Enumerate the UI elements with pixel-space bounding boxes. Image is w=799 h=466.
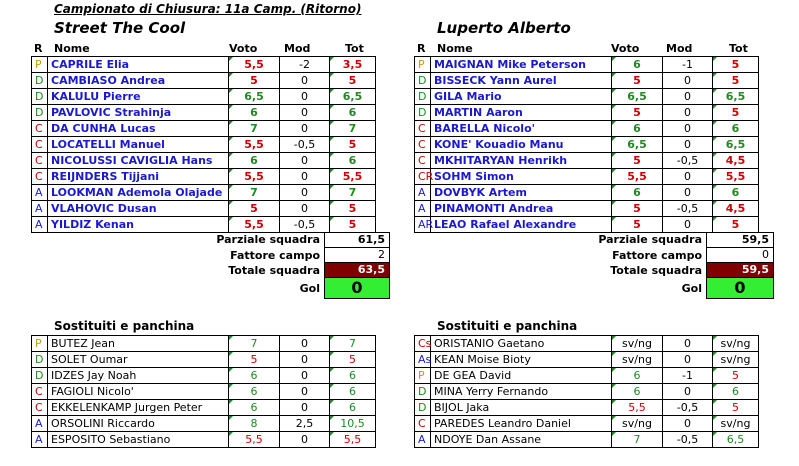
player-name: YILDIZ Kenan (48, 217, 229, 232)
table-row (415, 352, 759, 368)
player-name: KEAN Moise Bioty (431, 352, 612, 367)
player-mod: 0 (280, 432, 330, 447)
player-tot: 5 (713, 73, 759, 88)
away-fattore-label: Fattore campo (612, 249, 702, 262)
table-row (415, 105, 759, 121)
home-parziale-value: 61,5 (324, 232, 390, 248)
table-row (32, 384, 376, 400)
player-tot: 5 (713, 57, 759, 72)
player-mod: 0 (280, 73, 330, 88)
player-role: D (415, 400, 431, 415)
player-tot: 3,5 (330, 57, 376, 72)
player-voto: 6 (229, 105, 280, 120)
table-row (415, 57, 759, 73)
player-voto: 5,5 (229, 57, 280, 72)
table-row (415, 169, 759, 185)
player-voto: 7 (229, 336, 280, 351)
player-mod: -0,5 (280, 217, 330, 232)
player-name: PAVLOVIC Strahinja (48, 105, 229, 120)
player-name: FAGIOLI Nicolo' (48, 384, 229, 399)
player-mod: 0 (280, 121, 330, 136)
player-mod: 0 (280, 384, 330, 399)
player-name: NDOYE Dan Assane (431, 432, 612, 447)
player-role: D (32, 105, 48, 120)
player-role: C (32, 384, 48, 399)
player-tot: 6,5 (713, 432, 759, 447)
player-tot: 5 (330, 137, 376, 152)
home-parziale-label: Parziale squadra (216, 233, 320, 246)
home-totale-value: 63,5 (324, 262, 390, 278)
player-voto: 7 (229, 185, 280, 200)
header-name: Nome (437, 42, 473, 55)
player-role: D (415, 384, 431, 399)
player-tot: 6 (330, 384, 376, 399)
player-tot: 6 (330, 400, 376, 415)
player-role: CR (415, 169, 431, 184)
player-voto: 5 (229, 201, 280, 216)
player-tot: 5 (713, 368, 759, 383)
table-row (415, 217, 759, 233)
player-mod: -1 (663, 368, 713, 383)
player-mod: 0 (280, 400, 330, 415)
player-name: PAREDES Leandro Daniel (431, 416, 612, 431)
player-mod: 0 (663, 137, 713, 152)
player-mod: 0 (280, 89, 330, 104)
player-tot: 7 (330, 336, 376, 351)
away-lineup-table (414, 56, 759, 233)
table-row (32, 73, 376, 89)
home-fattore-value: 2 (324, 247, 390, 263)
player-name: KALULU Pierre (48, 89, 229, 104)
table-row (32, 416, 376, 432)
table-row (415, 89, 759, 105)
player-name: ESPOSITO Sebastiano (48, 432, 229, 447)
player-tot: 5 (330, 352, 376, 367)
player-voto: sv/ng (612, 416, 663, 431)
player-mod: -0,5 (663, 153, 713, 168)
player-role: P (415, 57, 431, 72)
table-row (415, 432, 759, 448)
table-row (415, 416, 759, 432)
player-name: ORISTANIO Gaetano (431, 336, 612, 351)
player-role: A (32, 416, 48, 431)
player-voto: 5,5 (229, 217, 280, 232)
home-bench-table (31, 335, 376, 448)
table-row (32, 185, 376, 201)
player-voto: 6 (612, 368, 663, 383)
player-role: Cs (415, 336, 431, 351)
table-row (415, 201, 759, 217)
player-name: KONE' Kouadio Manu (431, 137, 612, 152)
player-name: GILA Mario (431, 89, 612, 104)
player-voto: 6 (229, 153, 280, 168)
player-mod: 0 (280, 153, 330, 168)
player-role: C (415, 416, 431, 431)
player-voto: 5 (612, 201, 663, 216)
player-role: D (415, 89, 431, 104)
table-row (32, 368, 376, 384)
player-role: C (32, 169, 48, 184)
table-row (415, 137, 759, 153)
player-voto: 5,5 (612, 400, 663, 415)
table-row (415, 400, 759, 416)
player-name: DA CUNHA Lucas (48, 121, 229, 136)
player-role: A (415, 185, 431, 200)
player-name: IDZES Jay Noah (48, 368, 229, 383)
header-name: Nome (54, 42, 90, 55)
player-role: C (32, 153, 48, 168)
header-voto: Voto (611, 42, 640, 55)
player-name: MAIGNAN Mike Peterson (431, 57, 612, 72)
player-role: D (32, 89, 48, 104)
player-voto: 5 (612, 73, 663, 88)
player-voto: 6 (229, 400, 280, 415)
player-tot: 5,5 (330, 432, 376, 447)
away-team-name: Luperto Alberto (437, 19, 571, 37)
player-mod: 0 (280, 169, 330, 184)
player-voto: 8 (229, 416, 280, 431)
header-mod: Mod (666, 42, 693, 55)
player-voto: 5 (612, 153, 663, 168)
player-role: P (32, 336, 48, 351)
player-role: A (415, 432, 431, 447)
player-role: P (415, 368, 431, 383)
player-mod: -0,5 (663, 400, 713, 415)
player-tot: 4,5 (713, 153, 759, 168)
table-row (32, 89, 376, 105)
table-row (415, 336, 759, 352)
player-voto: 5 (612, 217, 663, 232)
player-voto: 6 (612, 384, 663, 399)
player-voto: 5,5 (229, 169, 280, 184)
player-role: C (32, 400, 48, 415)
away-gol-value: 0 (706, 277, 774, 299)
player-role: AR (415, 217, 431, 232)
player-mod: -2 (280, 57, 330, 72)
away-totale-label: Totale squadra (610, 264, 702, 277)
player-name: MINA Yerry Fernando (431, 384, 612, 399)
player-tot: sv/ng (713, 416, 759, 431)
player-tot: 4,5 (713, 201, 759, 216)
table-row (32, 217, 376, 233)
player-voto: 5,5 (229, 137, 280, 152)
player-tot: sv/ng (713, 352, 759, 367)
player-role: A (32, 185, 48, 200)
table-row (32, 57, 376, 73)
player-mod: 0 (280, 336, 330, 351)
player-voto: 5 (612, 105, 663, 120)
player-tot: 6,5 (330, 89, 376, 104)
player-role: A (32, 432, 48, 447)
player-mod: 0 (280, 185, 330, 200)
table-row (415, 73, 759, 89)
table-row (32, 352, 376, 368)
player-tot: 6 (330, 153, 376, 168)
player-voto: 6 (612, 57, 663, 72)
player-role: P (32, 57, 48, 72)
player-tot: 5,5 (330, 169, 376, 184)
player-tot: 6 (713, 121, 759, 136)
player-tot: sv/ng (713, 336, 759, 351)
player-voto: sv/ng (612, 336, 663, 351)
player-voto: 6,5 (612, 137, 663, 152)
player-mod: 0 (663, 73, 713, 88)
player-mod: -0,5 (280, 137, 330, 152)
away-bench-title: Sostituiti e panchina (437, 319, 578, 333)
player-tot: 5 (330, 201, 376, 216)
player-mod: 0 (663, 384, 713, 399)
player-name: LEAO Rafael Alexandre (431, 217, 612, 232)
player-voto: 6 (229, 384, 280, 399)
player-name: NICOLUSSI CAVIGLIA Hans (48, 153, 229, 168)
player-voto: 6 (612, 121, 663, 136)
away-fattore-value: 0 (706, 247, 774, 263)
player-role: D (415, 73, 431, 88)
player-name: BIJOL Jaka (431, 400, 612, 415)
player-tot: 5,5 (713, 169, 759, 184)
player-tot: 5 (330, 217, 376, 232)
player-mod: 0 (663, 121, 713, 136)
table-row (32, 201, 376, 217)
player-tot: 5 (713, 105, 759, 120)
away-parziale-label: Parziale squadra (598, 233, 702, 246)
away-totale-value: 59,5 (706, 262, 774, 278)
player-tot: 7 (330, 185, 376, 200)
player-tot: 6 (330, 368, 376, 383)
header-role: R (417, 42, 426, 55)
player-mod: 0 (663, 352, 713, 367)
player-role: C (415, 121, 431, 136)
player-tot: 5 (713, 400, 759, 415)
player-voto: 5 (229, 73, 280, 88)
player-tot: 6 (713, 384, 759, 399)
header-tot: Tot (729, 42, 748, 55)
player-voto: 6 (229, 368, 280, 383)
player-role: A (415, 201, 431, 216)
player-role: C (32, 121, 48, 136)
player-tot: 7 (330, 121, 376, 136)
player-mod: 0 (663, 336, 713, 351)
player-voto: 6,5 (612, 89, 663, 104)
player-mod: 0 (280, 201, 330, 216)
home-team-name: Street The Cool (54, 19, 186, 37)
home-bench-title: Sostituiti e panchina (54, 319, 195, 333)
player-name: PINAMONTI Andrea (431, 201, 612, 216)
table-row (415, 185, 759, 201)
player-tot: 5 (713, 217, 759, 232)
player-mod: 0 (663, 217, 713, 232)
player-voto: 6 (612, 185, 663, 200)
table-row (415, 368, 759, 384)
away-parziale-value: 59,5 (706, 232, 774, 248)
table-row (32, 432, 376, 448)
player-name: SOLET Oumar (48, 352, 229, 367)
player-voto: sv/ng (612, 352, 663, 367)
home-lineup-table (31, 56, 376, 233)
player-role: As (415, 352, 431, 367)
player-voto: 7 (612, 432, 663, 447)
player-name: REIJNDERS Tijjani (48, 169, 229, 184)
table-row (32, 105, 376, 121)
player-mod: -0,5 (663, 432, 713, 447)
table-row (32, 336, 376, 352)
player-mod: 0 (663, 185, 713, 200)
player-name: LOOKMAN Ademola Olajade (48, 185, 229, 200)
player-mod: 0 (663, 169, 713, 184)
player-mod: 0 (663, 105, 713, 120)
player-voto: 5,5 (229, 432, 280, 447)
table-row (415, 153, 759, 169)
home-fattore-label: Fattore campo (230, 249, 320, 262)
player-role: A (32, 217, 48, 232)
table-row (32, 137, 376, 153)
away-gol-label: Gol (681, 282, 702, 295)
player-role: D (32, 352, 48, 367)
header-tot: Tot (345, 42, 364, 55)
player-name: DOVBYK Artem (431, 185, 612, 200)
table-row (32, 169, 376, 185)
player-name: CAPRILE Elia (48, 57, 229, 72)
player-name: BUTEZ Jean (48, 336, 229, 351)
player-role: D (32, 368, 48, 383)
player-role: A (32, 201, 48, 216)
player-role: C (32, 137, 48, 152)
header-voto: Voto (229, 42, 258, 55)
player-voto: 5,5 (612, 169, 663, 184)
player-name: BARELLA Nicolo' (431, 121, 612, 136)
player-voto: 5 (229, 352, 280, 367)
player-tot: 6 (330, 105, 376, 120)
table-row (415, 121, 759, 137)
player-mod: 0 (663, 416, 713, 431)
player-name: EKKELENKAMP Jurgen Peter (48, 400, 229, 415)
player-name: CAMBIASO Andrea (48, 73, 229, 88)
table-row (32, 153, 376, 169)
player-role: C (415, 137, 431, 152)
home-gol-label: Gol (299, 282, 320, 295)
player-name: MKHITARYAN Henrikh (431, 153, 612, 168)
table-row (32, 121, 376, 137)
player-tot: 5 (330, 73, 376, 88)
player-mod: 0 (663, 89, 713, 104)
player-voto: 6,5 (229, 89, 280, 104)
home-gol-value: 0 (324, 277, 390, 299)
player-name: LOCATELLI Manuel (48, 137, 229, 152)
header-role: R (34, 42, 43, 55)
player-mod: -0,5 (663, 201, 713, 216)
player-role: D (32, 73, 48, 88)
player-name: BISSECK Yann Aurel (431, 73, 612, 88)
player-name: DE GEA David (431, 368, 612, 383)
player-tot: 6,5 (713, 137, 759, 152)
player-tot: 6 (713, 185, 759, 200)
player-name: SOHM Simon (431, 169, 612, 184)
player-mod: -1 (663, 57, 713, 72)
table-row (415, 384, 759, 400)
player-name: MARTIN Aaron (431, 105, 612, 120)
player-voto: 7 (229, 121, 280, 136)
player-mod: 0 (280, 368, 330, 383)
player-name: ORSOLINI Riccardo (48, 416, 229, 431)
header-mod: Mod (284, 42, 311, 55)
away-bench-table (414, 335, 759, 448)
player-role: C (415, 153, 431, 168)
page-title: Campionato di Chiusura: 11a Camp. (Ritorno) (54, 2, 362, 16)
table-row (32, 400, 376, 416)
player-mod: 0 (280, 105, 330, 120)
player-tot: 6,5 (713, 89, 759, 104)
home-totale-label: Totale squadra (228, 264, 320, 277)
player-role: D (415, 105, 431, 120)
player-name: VLAHOVIC Dusan (48, 201, 229, 216)
player-mod: 0 (280, 352, 330, 367)
player-mod: 2,5 (280, 416, 330, 431)
player-tot: 10,5 (330, 416, 376, 431)
